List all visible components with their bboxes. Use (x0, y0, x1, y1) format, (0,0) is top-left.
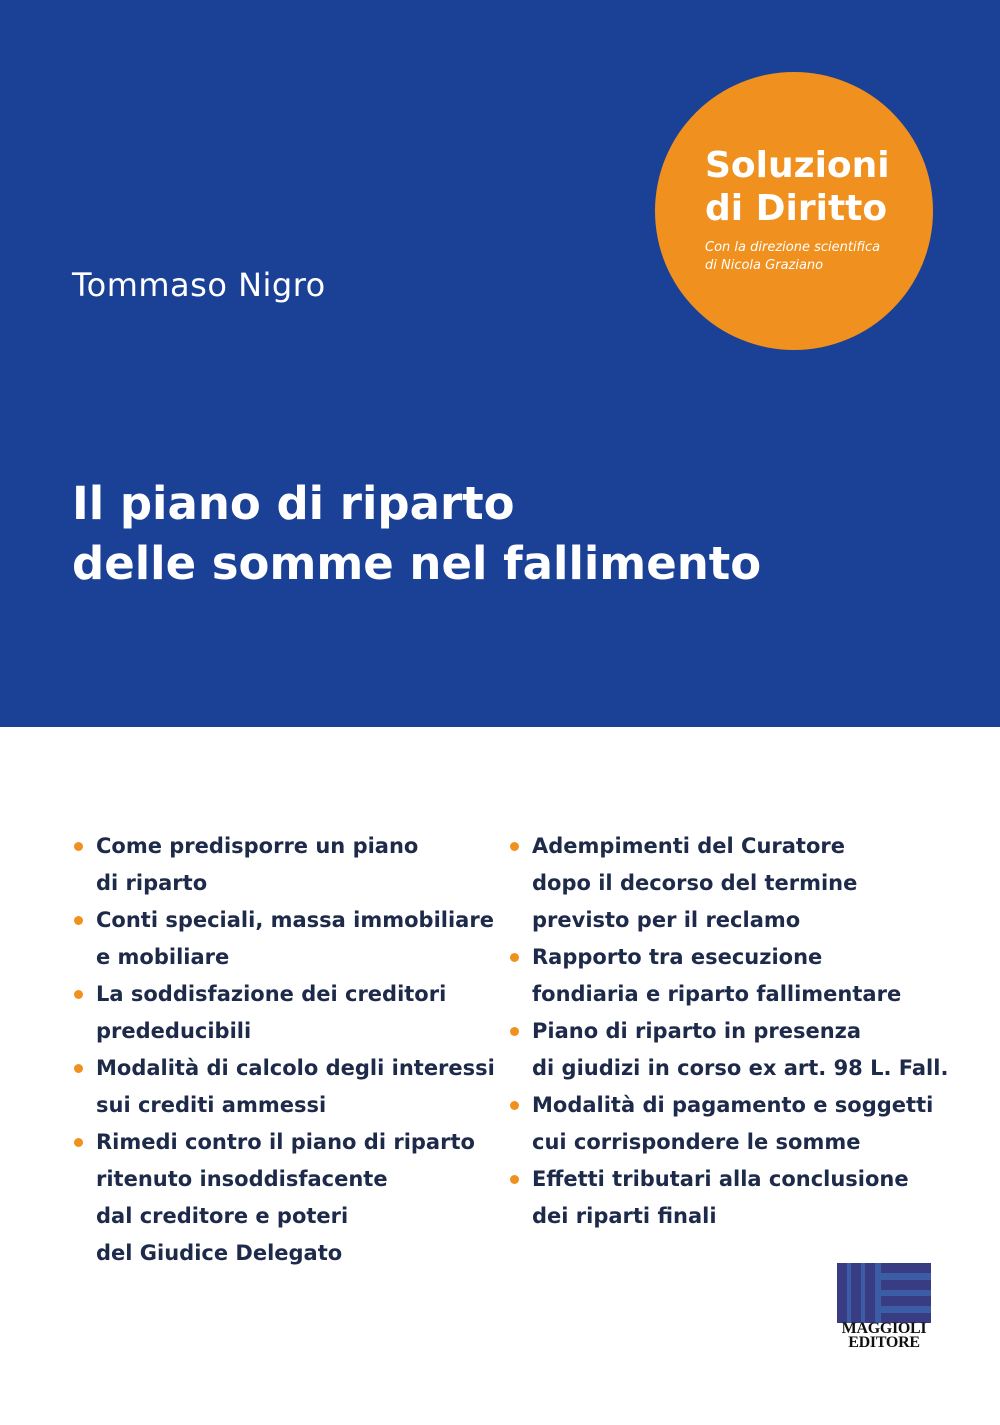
topic-line: del Giudice Delegato (96, 1241, 343, 1265)
bullet-dot-icon (510, 842, 519, 851)
author-name: Tommaso Nigro (72, 266, 326, 304)
topic-line: dal creditore e poteri (96, 1204, 349, 1228)
topic-item (508, 1013, 978, 1087)
publisher-name-line: EDITORE (848, 1334, 920, 1351)
topic-line: dopo il decorso del termine (532, 871, 858, 895)
publisher-logo (835, 1263, 933, 1349)
bullet-dot-icon (74, 990, 83, 999)
bullet-dot-icon (74, 1064, 83, 1073)
topic-item (508, 939, 978, 1013)
series-title (705, 144, 925, 230)
bullet-dot-icon (510, 1175, 519, 1184)
publisher-name-line: MAGGIOLI (841, 1320, 927, 1337)
topic-line: Modalità di pagamento e soggetti (532, 1093, 934, 1117)
bullet-dot-icon (74, 842, 83, 851)
series-title-line: Soluzioni (705, 145, 890, 186)
topic-line: prededucibili (96, 1019, 252, 1043)
maggioli-logo-mark (837, 1263, 931, 1323)
bullet-dot-icon (510, 1101, 519, 1110)
topic-item (72, 828, 482, 902)
book-title-line: delle somme nel fallimento (72, 537, 762, 590)
topic-line: Conti speciali, massa immobiliare (96, 908, 494, 932)
topic-line: cui corrispondere le somme (532, 1130, 861, 1154)
topic-line: Piano di riparto in presenza (532, 1019, 862, 1043)
series-subtitle (705, 239, 925, 275)
series-subtitle-line: di Nicola Graziano (705, 258, 824, 273)
series-badge (655, 72, 933, 350)
topic-line: Effetti tributari alla conclusione (532, 1167, 909, 1191)
topics-list-left (72, 828, 495, 1272)
topic-item (508, 1161, 978, 1235)
topic-item (72, 902, 494, 976)
topic-item (72, 976, 482, 1050)
topic-line: Rapporto tra esecuzione (532, 945, 823, 969)
publisher-name (835, 1322, 933, 1350)
topic-line: Rimedi contro il piano di riparto (96, 1130, 475, 1154)
topic-line: dei riparti finali (532, 1204, 717, 1228)
book-title (72, 474, 761, 594)
topic-line: di giudizi in corso ex art. 98 L. Fall. (532, 1056, 949, 1080)
topic-line: previsto per il reclamo (532, 908, 801, 932)
topic-item (72, 1050, 495, 1124)
topic-item (72, 1124, 482, 1272)
series-title-line: di Diritto (705, 188, 888, 229)
bullet-dot-icon (74, 1138, 83, 1147)
bullet-dot-icon (510, 953, 519, 962)
topic-line: ritenuto insoddisfacente (96, 1167, 388, 1191)
topic-item (508, 828, 978, 939)
bullet-dot-icon (74, 916, 83, 925)
topic-line: Modalità di calcolo degli interessi (96, 1056, 495, 1080)
topic-line: e mobiliare (96, 945, 230, 969)
topic-line: La soddisfazione dei creditori (96, 982, 447, 1006)
book-title-line: Il piano di riparto (72, 477, 515, 530)
topic-line: Adempimenti del Curatore (532, 834, 846, 858)
topic-line: di riparto (96, 871, 208, 895)
series-subtitle-line: Con la direzione scientifica (705, 240, 881, 255)
topic-item (508, 1087, 978, 1161)
bullet-dot-icon (510, 1027, 519, 1036)
topic-line: sui crediti ammessi (96, 1093, 327, 1117)
topic-line: Come predisporre un piano (96, 834, 419, 858)
topics-list-right (508, 828, 978, 1235)
topic-line: fondiaria e riparto fallimentare (532, 982, 902, 1006)
